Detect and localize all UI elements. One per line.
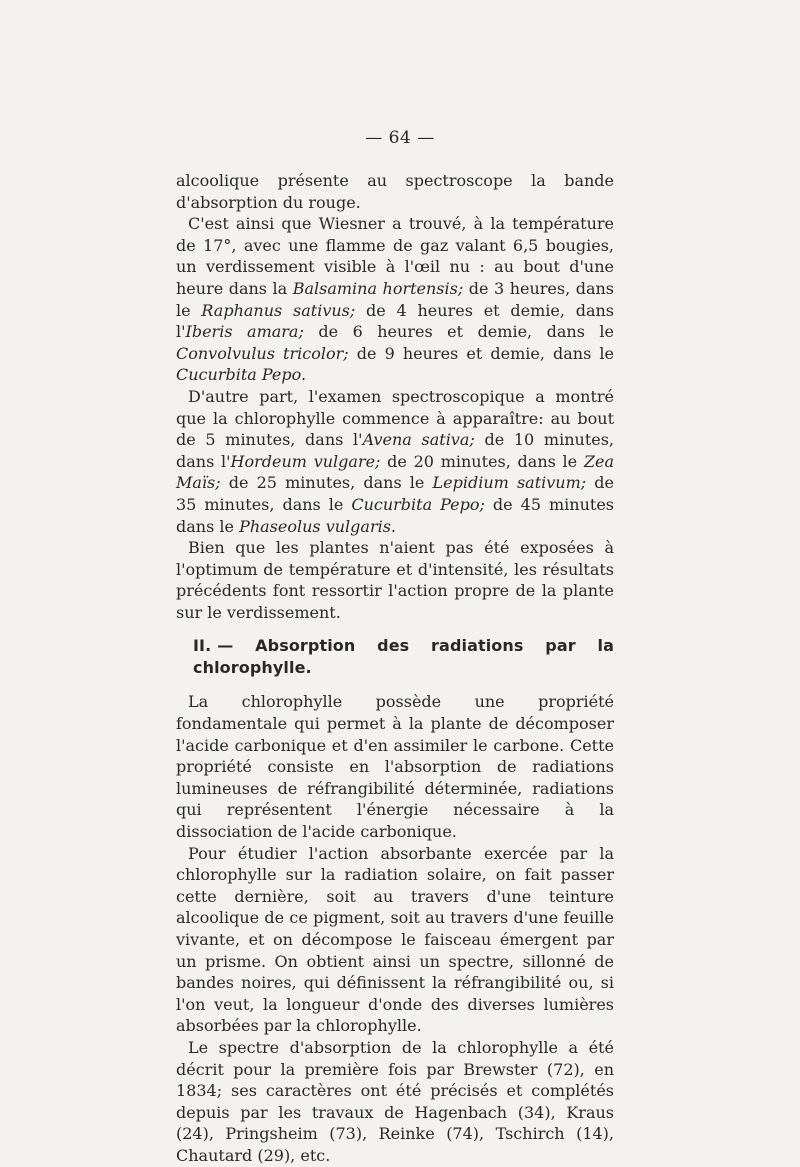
italic-species-name: Balsamina hortensis;	[292, 278, 464, 298]
text-run: de 35 minutes, dans le	[176, 473, 615, 514]
text-run: de 9 heures et demie, dans le	[348, 343, 615, 363]
text-run: La chlorophylle possède une propriété fondamentale qui permet à la plante de décomposer l'acide carbonique et d'en assimiler le carbone. Cette propriété consiste en l'absorption de radiations lumineuses de réfrangibilité déterminée, radiations qui représentent l'énergie nécessaire à la dissociation de l'acide carbonique.	[176, 692, 614, 842]
paragraphs-before-section	[176, 170, 614, 623]
italic-species-name: Convolvulus tricolor;	[176, 343, 349, 363]
text-run: de 25 minutes, dans le	[220, 473, 433, 493]
paragraphs-after-section	[176, 691, 614, 1166]
italic-species-name: Hordeum vulgare;	[230, 451, 381, 471]
italic-species-name: Avena sativa;	[362, 430, 475, 450]
italic-species-name: Lepidium sativum;	[432, 473, 587, 493]
italic-species-name: Raphanus sativus;	[201, 300, 356, 320]
text-run: de 3 heures, dans le	[176, 278, 614, 320]
text-run: de 20 minutes, dans le	[380, 451, 584, 471]
text-run: de 10 minutes, dans l'	[176, 430, 615, 471]
text-run: Le spectre d'absorption de la chlorophylle a été décrit pour la première fois par Brewster (72), en 1834; ses caractères ont été précisés et complétés depuis par les travaux de Hagenbach (34), Kraus (24), Pringsheim (73), Reinke (74), Tschirch (14), Chautard (29), etc.	[176, 1037, 614, 1165]
text-run: C'est ainsi que Wiesner a trouvé, à la température de 17°, avec une flamme de gaz valant 6,5 bougies, un verdissement visible à l'œil nu : au bout d'une heure dans la	[176, 214, 614, 298]
page-number: — 64 —	[365, 128, 435, 148]
paragraph	[176, 1037, 614, 1167]
text-run: D'autre part, l'examen spectroscopique a montré que la chlorophylle commence à apparaître: au bout de 5 minutes, dans l'	[176, 386, 614, 450]
section-heading	[176, 635, 614, 679]
italic-species-name: Zea Maïs;	[176, 451, 614, 493]
section-number: II.	[193, 636, 212, 656]
text-run: de 4 heures et demie, dans l'	[176, 300, 615, 342]
italic-species-name: Cucurbita Pepo.	[176, 365, 307, 385]
italic-species-name: Cucurbita Pepo;	[351, 494, 485, 514]
paragraph	[176, 386, 614, 537]
text-run: Pour étudier l'action absorbante exercée par la chlorophylle sur la radiation solaire, on fait passer cette dernière, soit au travers d'une teinture alcoolique de ce pigment, soit au travers d'une feuille vivante, et on décompose le faisceau émergent par un prisme. On obtient ainsi un spectre, sillonné de bandes noires, qui définissent la réfrangibilité ou, si l'on veut, la longueur d'onde des diverses lumières absorbées par la chlorophylle.	[176, 843, 614, 1036]
paragraph	[176, 537, 614, 623]
paragraph	[176, 691, 614, 842]
text-run: Bien que les plantes n'aient pas été exposées à l'optimum de température et d'intensité, les résultats précédents font ressortir l'action propre de la plante sur le verdissement.	[176, 538, 614, 622]
paragraph	[176, 170, 614, 213]
text-run: de 6 heures et demie, dans le	[303, 322, 615, 342]
body-text	[176, 170, 614, 1167]
text-run: alcoolique présente au spectroscope la bande d'absorption du rouge.	[176, 171, 614, 212]
section-title: — Absorption des radiations par la chlorophylle.	[193, 636, 614, 678]
italic-species-name: Phaseolus vulgaris.	[239, 516, 397, 536]
italic-species-name: Iberis amara;	[185, 322, 304, 342]
paragraph	[176, 843, 614, 1037]
paragraph	[176, 213, 614, 386]
text-run: de 45 minutes dans le	[176, 494, 614, 536]
